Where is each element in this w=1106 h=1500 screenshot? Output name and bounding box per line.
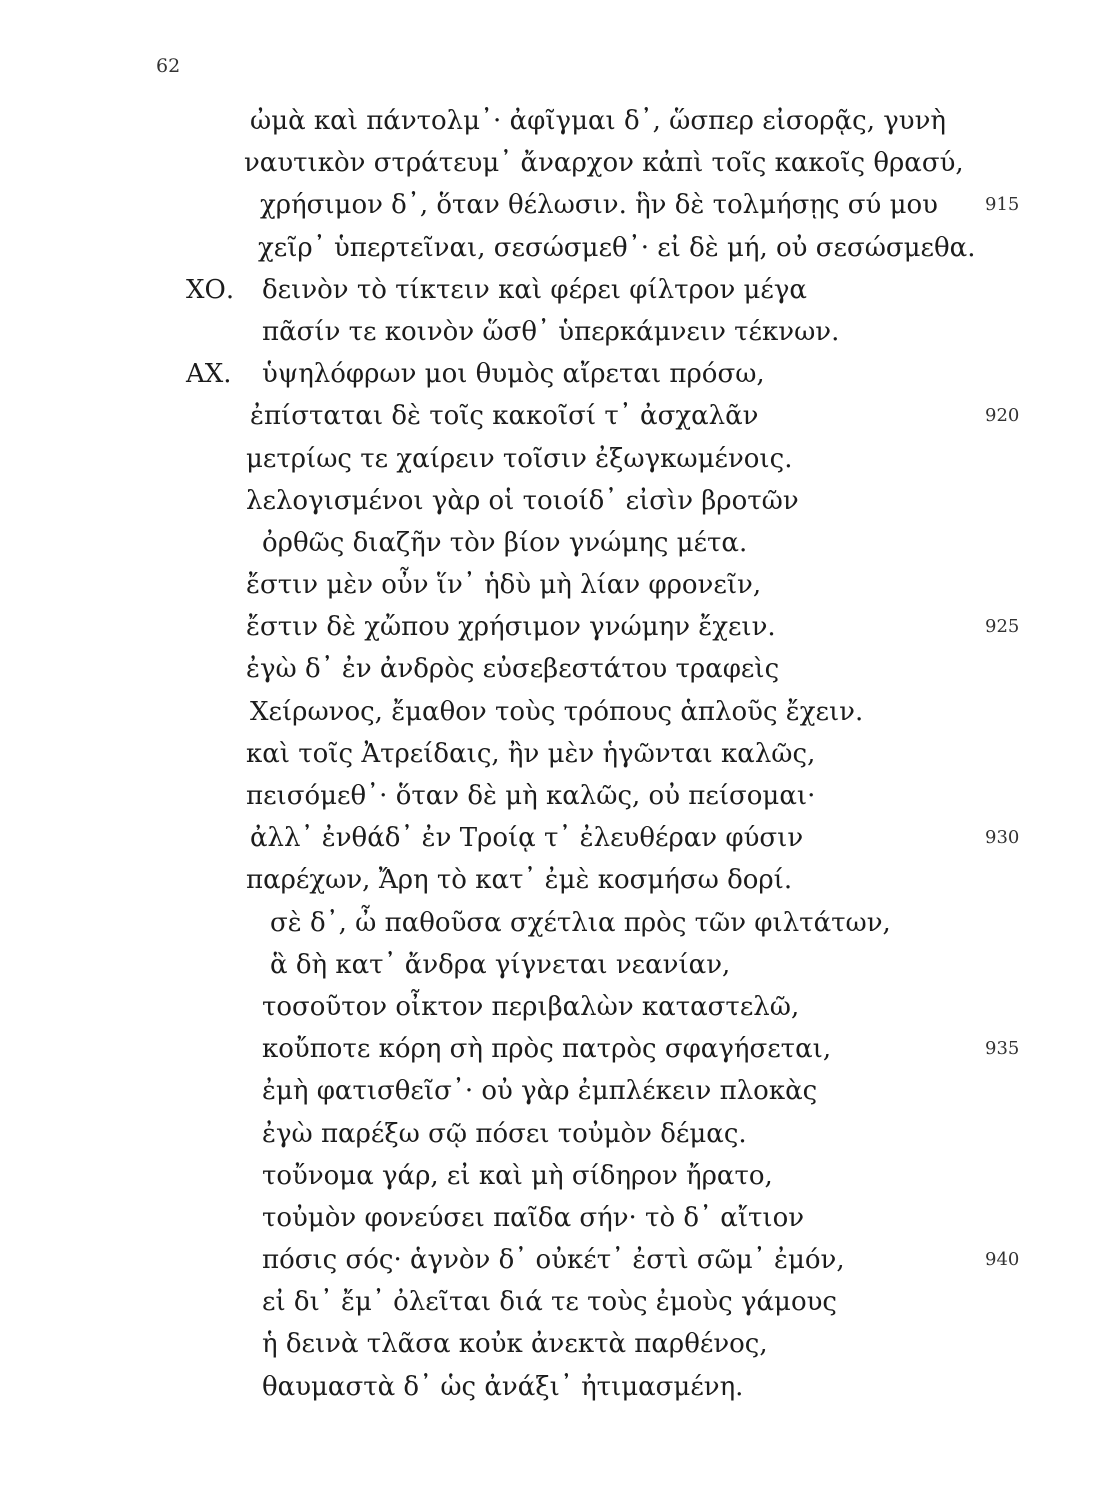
verse-text: χρήσιμον δ᾽, ὅταν θέλωσιν. ἣν δὲ τολμήσῃς σύ μου	[260, 190, 938, 221]
verse-text: ὀρθῶς διαζῆν τὸν βίον γνώμης μέτα.	[262, 527, 748, 558]
line-number: 920	[985, 405, 1020, 427]
verse-line	[0, 311, 1106, 353]
verse-line	[0, 184, 1106, 226]
verse-text: Χείρωνος, ἔμαθον τοὺς τρόπους ἁπλοῦς ἔχειν.	[250, 696, 864, 727]
verse-text: τοὔνομα γάρ, εἰ καὶ μὴ σίδηρον ἤρατο,	[262, 1160, 773, 1191]
verse-text: χεῖρ᾽ ὑπερτεῖναι, σεσώσμεθ᾽· εἰ δὲ μή, οὐ σεσώσμεθα.	[258, 232, 976, 263]
verse-line	[0, 480, 1106, 522]
verse-line	[0, 859, 1106, 901]
verse-line	[0, 142, 1106, 184]
verse-line	[0, 438, 1106, 480]
verse-line	[0, 227, 1106, 269]
verse-text: ἀλλ᾽ ἐνθάδ᾽ ἐν Τροίᾳ τ᾽ ἐλευθέραν φύσιν	[250, 823, 804, 854]
verse-text: ἐγὼ δ᾽ ἐν ἀνδρὸς εὐσεβεστάτου τραφεὶς	[246, 654, 780, 685]
verse-line	[0, 1028, 1106, 1070]
verse-block	[0, 100, 1106, 1408]
verse-text: λελογισμένοι γὰρ οἱ τοιοίδ᾽ εἰσὶν βροτῶν	[246, 485, 799, 516]
verse-text: πᾶσίν τε κοινὸν ὥσθ᾽ ὑπερκάμνειν τέκνων.	[262, 316, 840, 347]
verse-text: ἃ δὴ κατ᾽ ἄνδρα γίγνεται νεανίαν,	[270, 949, 731, 980]
verse-line	[0, 269, 1106, 311]
verse-text: πεισόμεθ᾽· ὅταν δὲ μὴ καλῶς, οὐ πείσομαι·	[246, 781, 816, 811]
verse-text: πόσις σός· ἁγνὸν δ᾽ οὐκέτ᾽ ἐστὶ σῶμ᾽ ἐμόν,	[262, 1245, 845, 1276]
verse-text: τοσοῦτον οἶκτον περιβαλὼν καταστελῶ,	[262, 991, 800, 1022]
verse-line	[0, 100, 1106, 142]
verse-text: ἐμὴ φατισθεῖσ᾽· οὐ γὰρ ἐμπλέκειν πλοκὰς	[262, 1076, 818, 1107]
verse-line	[0, 1113, 1106, 1155]
verse-line	[0, 353, 1106, 395]
line-number: 930	[985, 827, 1020, 849]
verse-line	[0, 986, 1106, 1028]
verse-line	[0, 902, 1106, 944]
verse-line	[0, 1239, 1106, 1281]
verse-line	[0, 944, 1106, 986]
verse-line	[0, 817, 1106, 859]
line-number: 935	[985, 1038, 1020, 1060]
verse-line	[0, 1281, 1106, 1323]
verse-line	[0, 564, 1106, 606]
line-number: 915	[985, 194, 1020, 216]
verse-line	[0, 1197, 1106, 1239]
verse-text: ἡ δεινὰ τλᾶσα κοὐκ ἀνεκτὰ παρθένος,	[262, 1329, 768, 1360]
verse-text: ἔστιν μὲν οὖν ἵν᾽ ἡδὺ μὴ λίαν φρονεῖν,	[246, 570, 762, 601]
verse-text: ναυτικὸν στράτευμ᾽ ἄναρχον κἀπὶ τοῖς κακοῖς θρασύ,	[244, 148, 964, 179]
verse-line	[0, 733, 1106, 775]
verse-line	[0, 606, 1106, 648]
verse-line	[0, 648, 1106, 690]
line-number: 925	[985, 616, 1020, 638]
page-number: 62	[156, 55, 181, 77]
verse-line	[0, 1366, 1106, 1408]
verse-text: εἰ δι᾽ ἔμ᾽ ὀλεῖται διά τε τοὺς ἐμοὺς γάμους	[262, 1287, 837, 1318]
verse-line	[0, 1155, 1106, 1197]
verse-line	[0, 1070, 1106, 1112]
verse-text: ἔστιν δὲ χὤπου χρήσιμον γνώμην ἔχειν.	[246, 612, 776, 643]
verse-line	[0, 775, 1106, 817]
verse-line	[0, 691, 1106, 733]
line-number: 940	[985, 1249, 1020, 1271]
verse-text: ἐπίσταται δὲ τοῖς κακοῖσί τ᾽ ἀσχαλᾶν	[250, 401, 759, 432]
speaker-label: ΧΟ.	[186, 274, 235, 305]
verse-text: ὠμὰ καὶ πάντολμ᾽· ἀφῖγμαι δ᾽, ὥσπερ εἰσορᾷς, γυνὴ	[250, 106, 946, 136]
verse-text: σὲ δ᾽, ὦ παθοῦσα σχέτλια πρὸς τῶν φιλτάτων,	[270, 907, 891, 938]
speaker-label: ΑΧ.	[186, 359, 232, 390]
verse-text: τοὐμὸν φονεύσει παῖδα σήν· τὸ δ᾽ αἴτιον	[262, 1202, 805, 1233]
verse-text: ἐγὼ παρέξω σῷ πόσει τοὐμὸν δέμας.	[262, 1118, 747, 1149]
verse-text: καὶ τοῖς Ἀτρείδαις, ἢν μὲν ἡγῶνται καλῶς,	[246, 738, 816, 769]
verse-line	[0, 1323, 1106, 1365]
verse-line	[0, 522, 1106, 564]
verse-text: ὑψηλόφρων μοι θυμὸς αἴρεται πρόσω,	[262, 359, 765, 390]
verse-text: θαυμαστὰ δ᾽ ὡς ἀνάξι᾽ ἠτιμασμένη.	[262, 1371, 744, 1402]
verse-text: μετρίως τε χαίρειν τοῖσιν ἐξωγκωμένοις.	[246, 443, 793, 474]
verse-text: κοὔποτε κόρη σὴ πρὸς πατρὸς σφαγήσεται,	[262, 1034, 832, 1065]
verse-text: παρέχων, Ἄρη τὸ κατ᾽ ἐμὲ κοσμήσω δορί.	[246, 865, 793, 896]
verse-line	[0, 395, 1106, 437]
verse-text: δεινὸν τὸ τίκτειν καὶ φέρει φίλτρον μέγα	[262, 274, 807, 305]
